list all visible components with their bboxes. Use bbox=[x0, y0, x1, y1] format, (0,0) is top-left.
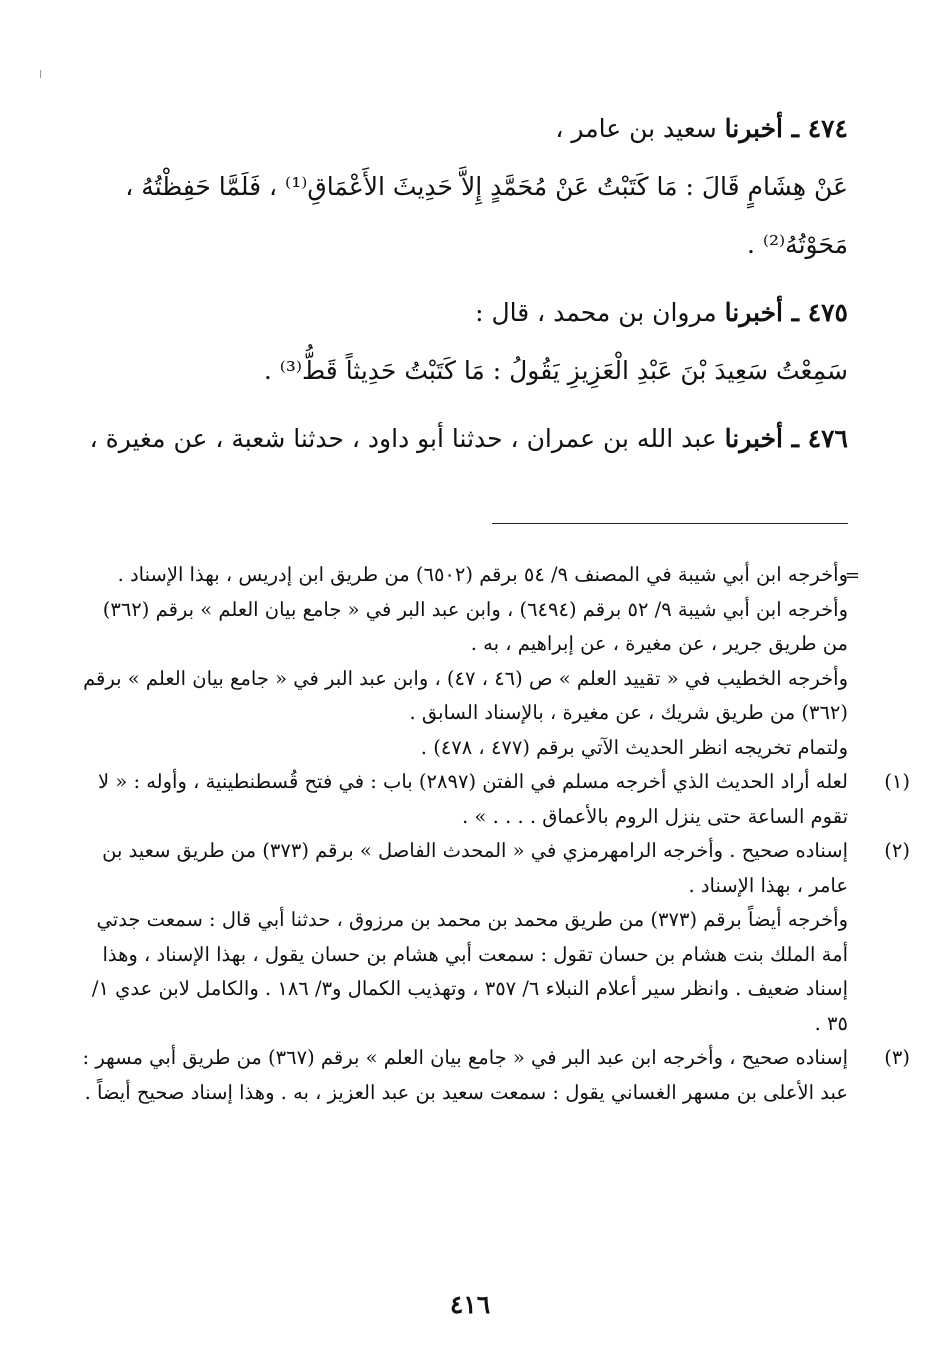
entry-number: ٤٧٥ ـ أخبرنا bbox=[724, 298, 848, 327]
scan-artifact bbox=[40, 70, 41, 78]
entry-body bbox=[78, 284, 848, 400]
hadith-entry-476 bbox=[78, 410, 848, 468]
main-text bbox=[78, 100, 848, 478]
entry-text: عَنْ هِشَامٍ قَالَ : مَا كَتَبْتُ عَنْ مُحَمَّدٍ إِلاَّ حَدِيثَ الأَعْمَاقِ⁽¹⁾ ، فَلَمَّا حَفِظْتُهُ ، مَحَوْتُهُ⁽²⁾ . bbox=[125, 172, 848, 259]
entry-narrator: مروان بن محمد ، قال : bbox=[475, 298, 717, 327]
entry-body bbox=[78, 100, 848, 274]
footnote-text: إسناده صحيح . وأخرجه الرامهرمزي في « المحدث الفاصل » برقم (٣٧٣) من طريق سعيد بن عامر ، بهذا الإسناد . bbox=[102, 839, 848, 897]
footnote-2 bbox=[78, 834, 910, 1041]
entry-body bbox=[78, 410, 848, 468]
footnote-text: لعله أراد الحديث الذي أخرجه مسلم في الفتن (٢٨٩٧) باب : في فتح قُسطنطينية ، وأوله : « لا تقوم الساعة حتى ينزل الروم بالأعماق . . . . » . bbox=[98, 770, 848, 828]
footnotes bbox=[78, 558, 910, 1110]
note-paragraph: وأخرجه الخطيب في « تقييد العلم » ص (٤٦ ، ٤٧) ، وابن عبد البر في « جامع بيان العلم » برقم (٣٦٢) من طريق شريك ، عن مغيرة ، بالإسناد السابق . bbox=[83, 666, 848, 724]
entry-number: ٤٧٦ ـ أخبرنا bbox=[724, 424, 848, 453]
entry-narrator: عبد الله بن عمران ، حدثنا أبو داود ، حدثنا شعبة ، عن مغيرة ، bbox=[89, 424, 717, 453]
entry-number: ٤٧٤ ـ أخبرنا bbox=[724, 114, 848, 143]
footnote-number: (٣) bbox=[884, 1046, 910, 1069]
hadith-entry-475 bbox=[78, 284, 848, 400]
footnote-number: (١) bbox=[884, 770, 910, 793]
footnote-1 bbox=[78, 765, 910, 834]
footnote-text: إسناده صحيح ، وأخرجه ابن عبد البر في « جامع بيان العلم » برقم (٣٦٧) من طريق أبي مسهر : عبد الأعلى بن مسهر الغساني يقول : سمعت سعيد بن عبد العزيز ، به . وهذا إسناد صحيح أيضاً . bbox=[82, 1046, 848, 1104]
footnote-number: (٢) bbox=[884, 839, 910, 862]
footnote-3 bbox=[78, 1041, 910, 1110]
entry-narrator: سعيد بن عامر ، bbox=[555, 114, 717, 143]
page-number: ٤١٦ bbox=[449, 1290, 491, 1319]
entry-text: سَمِعْتُ سَعِيدَ بْنَ عَبْدِ الْعَزِيزِ يَقُولُ : مَا كَتَبْتُ حَدِيثاً قَطُّ⁽³⁾ . bbox=[263, 356, 848, 385]
note-paragraph: وأخرجه ابن أبي شيبة ٩/ ٥٢ برقم (٦٤٩٤) ، وابن عبد البر في « جامع بيان العلم » برقم (٣٦٢) من طريق جرير ، عن مغيرة ، عن إبراهيم ، به . bbox=[102, 597, 848, 655]
note-paragraph: ولتمام تخريجه انظر الحديث الآتي برقم (٤٧٧ ، ٤٧٨) . bbox=[420, 735, 848, 759]
footnote-text: وأخرجه أيضاً برقم (٣٧٣) من طريق محمد بن محمد بن مرزوق ، حدثنا أبي قال : سمعت جدتي أمة الملك بنت هشام بن حسان تقول : سمعت أبي هشام بن حسان يقول ، بهذا الإسناد ، وهذا إسناد ضعيف . وانظر سير أعلام النبلاء ٦/ ٣٥٧ ، وتهذيب الكمال و٣/ ١٨٦ . والكامل لابن عدي ١/ ٣٥ . bbox=[91, 908, 848, 1035]
continuation-mark: = bbox=[844, 565, 860, 586]
note-paragraph: وأخرجه ابن أبي شيبة في المصنف ٩/ ٥٤ برقم (٦٥٠٢) من طريق ابن إدريس ، بهذا الإسناد . bbox=[117, 563, 848, 586]
footnote-separator bbox=[492, 523, 848, 524]
hadith-entry-474 bbox=[78, 100, 848, 274]
